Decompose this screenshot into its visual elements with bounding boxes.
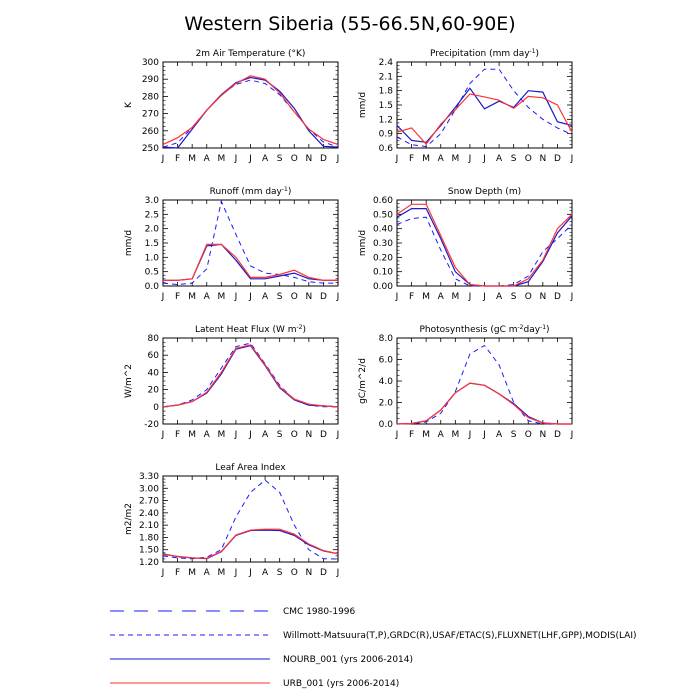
y-tick-label: 80 (147, 334, 159, 344)
x-tick-label: S (276, 568, 283, 578)
x-tick-label: J (570, 154, 574, 164)
y-tick-label: 1.80 (138, 533, 159, 544)
x-tick-label: M (188, 568, 197, 578)
x-tick-label: M (188, 292, 197, 302)
x-tick-label: D (319, 568, 327, 578)
y-tick-label: 0.30 (372, 239, 393, 249)
y-tick-label: 1.5 (144, 239, 159, 249)
x-tick-label: A (495, 292, 503, 302)
y-tick-label: 250 (141, 144, 159, 154)
x-tick-label: F (174, 154, 181, 164)
series-line (163, 529, 338, 558)
y-tick-label: 40 (147, 368, 159, 379)
legend-label: Willmott-Matsuura(T,P),GRDC(R),USAF/ETAC(S),FLUXNET(LHF,GPP),MODIS(LAI) (283, 631, 637, 641)
x-tick-label: M (217, 154, 226, 164)
y-tick-label: 2.70 (138, 496, 159, 507)
series-line (397, 209, 572, 286)
x-tick-label: N (539, 292, 547, 302)
x-tick-label: A (437, 430, 444, 440)
legend-label: CMC 1980-1996 (283, 607, 356, 617)
plot-frame (163, 62, 338, 148)
y-tick-label: 280 (141, 92, 159, 103)
y-tick-label: 0.6 (378, 144, 393, 154)
y-tick-label: 1.20 (138, 558, 159, 568)
series-line (163, 201, 338, 284)
legend-item (110, 655, 413, 665)
y-axis-label: mm/d (358, 91, 368, 119)
y-tick-label: 0.0 (378, 420, 393, 430)
y-tick-label: 1.0 (144, 253, 159, 264)
x-tick-label: J (395, 292, 399, 302)
x-tick-label: N (305, 154, 313, 164)
x-tick-label: J (483, 430, 486, 440)
y-tick-label: 6.0 (378, 355, 393, 366)
x-tick-label: J (336, 430, 340, 440)
y-tick-label: 60 (147, 351, 159, 362)
x-tick-label: F (408, 154, 415, 164)
series-line (163, 346, 338, 407)
x-tick-label: D (319, 430, 327, 440)
x-tick-label: O (290, 292, 298, 302)
x-tick-label: M (451, 430, 460, 440)
plot-frame (163, 200, 338, 286)
x-tick-label: D (553, 430, 561, 440)
chart-panel (124, 49, 339, 164)
panel-title: Leaf Area Index (215, 463, 286, 473)
y-tick-label: 0.20 (372, 253, 393, 264)
series-line (163, 78, 338, 149)
plot-frame (163, 476, 338, 562)
y-axis-label: W/m^2 (124, 364, 134, 398)
x-tick-label: N (539, 430, 547, 440)
series-line (397, 383, 572, 424)
y-axis-label: gC/m^2/d (358, 358, 368, 404)
x-tick-label: S (276, 154, 283, 164)
x-tick-label: S (510, 292, 517, 302)
x-tick-label: N (539, 154, 547, 164)
y-tick-label: 2.40 (138, 508, 159, 519)
series-line (163, 530, 338, 559)
chart-panels (124, 48, 573, 579)
x-tick-label: J (234, 154, 238, 164)
x-tick-label: O (290, 154, 298, 164)
y-tick-label: 0.60 (372, 196, 393, 206)
series-line (163, 345, 338, 407)
x-tick-label: S (510, 430, 517, 440)
panel-title: 2m Air Temperature (°K) (195, 49, 306, 59)
x-tick-label: A (261, 292, 269, 302)
series-line (397, 94, 572, 144)
plot-frame (163, 338, 338, 424)
x-tick-label: D (553, 292, 561, 302)
y-tick-label: 1.8 (378, 86, 393, 97)
x-tick-label: S (276, 430, 283, 440)
x-tick-label: D (553, 154, 561, 164)
y-tick-label: 1.5 (378, 101, 393, 111)
legend-item (110, 607, 356, 617)
y-tick-label: 270 (141, 109, 159, 120)
y-tick-label: 2.0 (144, 224, 159, 235)
x-tick-label: J (468, 154, 472, 164)
x-tick-label: D (319, 154, 327, 164)
x-tick-label: M (451, 292, 460, 302)
x-tick-label: N (305, 568, 313, 578)
x-tick-label: D (319, 292, 327, 302)
chart-panel (124, 186, 339, 303)
x-tick-label: A (261, 430, 269, 440)
y-tick-label: 300 (141, 58, 159, 68)
x-tick-label: O (524, 292, 532, 302)
legend-label: NOURB_001 (yrs 2006-2014) (283, 655, 414, 665)
series-line (163, 480, 338, 559)
x-tick-label: F (174, 292, 181, 302)
x-tick-label: J (483, 292, 486, 302)
x-tick-label: M (422, 430, 431, 440)
x-tick-label: J (468, 430, 472, 440)
series-line (163, 80, 338, 147)
y-tick-label: 0.50 (372, 210, 393, 221)
x-tick-label: M (188, 430, 197, 440)
plot-frame (397, 338, 572, 424)
x-tick-label: M (422, 292, 431, 302)
series-line (163, 343, 338, 407)
panel-title: Latent Heat Flux (W $m^{-2}$) (194, 323, 307, 335)
x-tick-label: J (570, 430, 574, 440)
x-tick-label: O (524, 430, 532, 440)
x-tick-label: J (249, 430, 252, 440)
series-line (163, 244, 338, 280)
x-tick-label: J (336, 568, 340, 578)
chart-panel (124, 463, 339, 578)
y-tick-label: 2.10 (138, 521, 159, 532)
y-tick-label: 4.0 (378, 377, 393, 387)
y-tick-label: 3.0 (144, 196, 159, 206)
legend-label: URB_001 (yrs 2006-2014) (283, 679, 400, 689)
x-tick-label: F (174, 568, 181, 578)
y-tick-label: 8.0 (378, 334, 393, 344)
x-tick-label: A (203, 430, 210, 440)
x-tick-label: A (437, 292, 444, 302)
legend-item (110, 631, 637, 641)
x-tick-label: J (161, 430, 165, 440)
chart-panel (358, 187, 573, 302)
y-axis-label: mm/d (124, 229, 134, 257)
x-tick-label: F (408, 292, 415, 302)
panel-title: Precipitation (mm day$^{-1}$) (429, 47, 540, 59)
plot-frame (397, 62, 572, 148)
y-tick-label: 2.4 (378, 58, 393, 68)
y-tick-label: 20 (147, 385, 159, 396)
y-tick-label: 2.5 (144, 210, 159, 221)
x-tick-label: J (234, 430, 238, 440)
x-tick-label: M (217, 292, 226, 302)
y-axis-label: mm/d (358, 229, 368, 257)
y-tick-label: 3.30 (138, 472, 159, 482)
panel-title: Photosynthesis (gC $m^{-2}day^{-1}$) (419, 323, 550, 335)
plot-frame (397, 200, 572, 286)
x-tick-label: J (336, 292, 340, 302)
x-tick-label: A (203, 568, 210, 578)
panel-title: Runoff (mm day$^{-1}$) (209, 185, 292, 197)
x-tick-label: M (188, 154, 197, 164)
panel-title: Snow Depth (m) (447, 187, 522, 197)
x-tick-label: O (290, 568, 298, 578)
x-tick-label: S (510, 154, 517, 164)
legend-item (110, 679, 399, 689)
y-tick-label: 1.50 (138, 545, 159, 556)
x-tick-label: M (451, 154, 460, 164)
x-tick-label: J (161, 292, 165, 302)
x-tick-label: J (249, 568, 252, 578)
y-tick-label: 2.1 (378, 72, 393, 83)
y-tick-label: 0 (153, 402, 159, 413)
y-tick-label: 3.00 (138, 484, 159, 495)
x-tick-label: M (217, 430, 226, 440)
y-axis-label: m2/m2 (124, 502, 134, 536)
chart-panel (124, 324, 339, 441)
x-tick-label: O (524, 154, 532, 164)
x-tick-label: J (234, 568, 238, 578)
x-tick-label: J (336, 154, 340, 164)
x-tick-label: J (234, 292, 238, 302)
y-tick-label: 0.9 (378, 129, 393, 140)
x-tick-label: A (203, 292, 210, 302)
x-tick-label: J (395, 430, 399, 440)
x-tick-label: A (261, 568, 269, 578)
y-tick-label: 0.00 (372, 282, 393, 292)
y-tick-label: 1.2 (378, 115, 393, 126)
x-tick-label: J (249, 154, 252, 164)
x-tick-label: A (261, 154, 269, 164)
y-tick-label: 0.0 (144, 282, 159, 292)
x-tick-label: J (161, 154, 165, 164)
series-line (397, 383, 572, 424)
x-tick-label: J (395, 154, 399, 164)
y-tick-label: 260 (141, 126, 159, 137)
x-tick-label: M (422, 154, 431, 164)
x-tick-label: M (217, 568, 226, 578)
x-tick-label: F (174, 430, 181, 440)
y-tick-label: 290 (141, 75, 159, 86)
series-line (397, 217, 572, 286)
y-tick-label: -20 (144, 420, 159, 430)
x-tick-label: J (570, 292, 574, 302)
x-tick-label: F (408, 430, 415, 440)
x-tick-label: J (161, 568, 165, 578)
x-tick-label: J (483, 154, 486, 164)
x-tick-label: A (495, 430, 503, 440)
x-tick-label: A (495, 154, 503, 164)
x-tick-label: S (276, 292, 283, 302)
x-tick-label: J (249, 292, 252, 302)
y-tick-label: 0.5 (144, 267, 159, 278)
figure-title: Western Siberia (55-66.5N,60-90E) (184, 13, 516, 35)
series-line (163, 244, 338, 280)
y-tick-label: 2.0 (378, 398, 393, 409)
y-tick-label: 0.10 (372, 267, 393, 278)
series-line (397, 204, 572, 286)
y-axis-label: K (124, 102, 134, 108)
chart-panel (358, 48, 573, 165)
chart-panel (358, 324, 573, 441)
x-tick-label: N (305, 292, 313, 302)
x-tick-label: J (468, 292, 472, 302)
x-tick-label: N (305, 430, 313, 440)
y-tick-label: 0.40 (372, 224, 393, 235)
x-tick-label: A (203, 154, 210, 164)
x-tick-label: A (437, 154, 444, 164)
x-tick-label: O (290, 430, 298, 440)
legend (110, 607, 637, 689)
